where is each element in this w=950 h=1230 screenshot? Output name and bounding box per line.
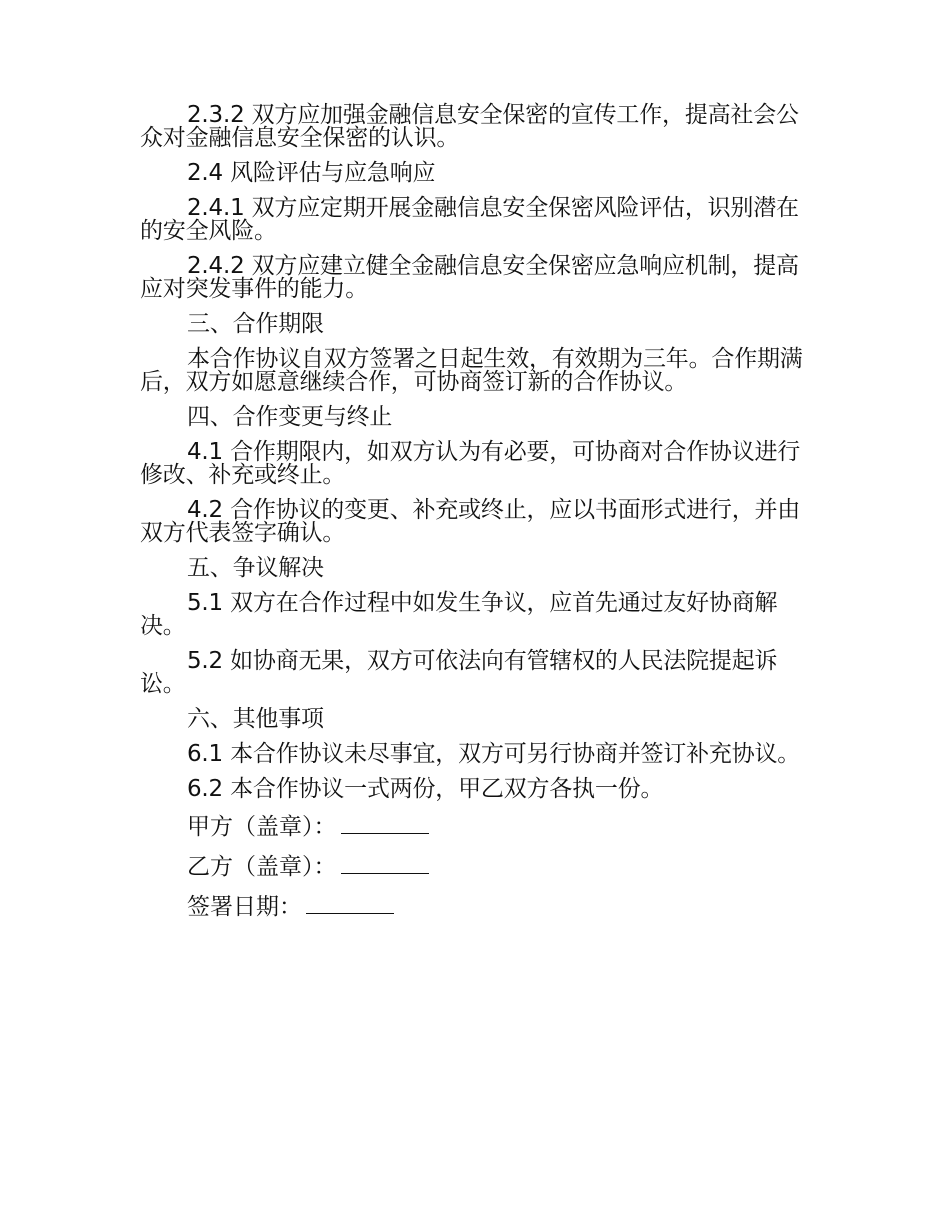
clause-2-4-1: 2.4.1 双方应定期开展金融信息安全保密风险评估，识别潜在的安全风险。 (140, 195, 799, 244)
clause-4-1: 4.1 合作期限内，如双方认为有必要，可协商对合作协议进行修改、补充或终止。 (140, 439, 801, 488)
clause-2-4-2: 2.4.2 双方应建立健全金融信息安全保密应急响应机制，提高应对突发事件的能力。 (140, 253, 799, 302)
section-heading-5: 五、争议解决 (187, 555, 324, 581)
clause-4-2: 4.2 合作协议的变更、补充或终止，应以书面形式进行，并由双方代表签字确认。 (140, 497, 801, 546)
party-a-label: 甲方（盖章）： (187, 814, 337, 840)
party-a-blank[interactable] (341, 813, 429, 834)
party-a-signature (140, 813, 810, 839)
date-label: 签署日期： (187, 894, 302, 920)
clause-2-3-2: 2.3.2 双方应加强金融信息安全保密的宣传工作，提高社会公众对金融信息安全保密的认识。 (140, 102, 799, 151)
date-blank[interactable] (306, 893, 394, 914)
clause-3-term: 本合作协议自双方签署之日起生效，有效期为三年。合作期满后，双方如愿意继续合作，可协商签订新的合作协议。 (140, 346, 803, 395)
section-heading-4: 四、合作变更与终止 (187, 404, 393, 430)
signing-date (140, 893, 810, 919)
party-b-label: 乙方（盖章）： (187, 854, 337, 880)
section-heading-3: 三、合作期限 (187, 311, 324, 337)
party-b-signature (140, 853, 810, 879)
clause-5-2: 5.2 如协商无果，双方可依法向有管辖权的人民法院提起诉讼。 (140, 648, 778, 697)
clause-6-2: 6.2 本合作协议一式两份，甲乙双方各执一份。 (187, 776, 664, 802)
clause-6-1: 6.1 本合作协议未尽事宜，双方可另行协商并签订补充协议。 (187, 741, 801, 767)
section-heading-6: 六、其他事项 (187, 706, 324, 732)
section-heading-2-4: 2.4 风险评估与应急响应 (187, 160, 436, 186)
document-body (140, 104, 810, 933)
clause-5-1: 5.1 双方在合作过程中如发生争议，应首先通过友好协商解决。 (140, 590, 778, 639)
party-b-blank[interactable] (341, 853, 429, 874)
